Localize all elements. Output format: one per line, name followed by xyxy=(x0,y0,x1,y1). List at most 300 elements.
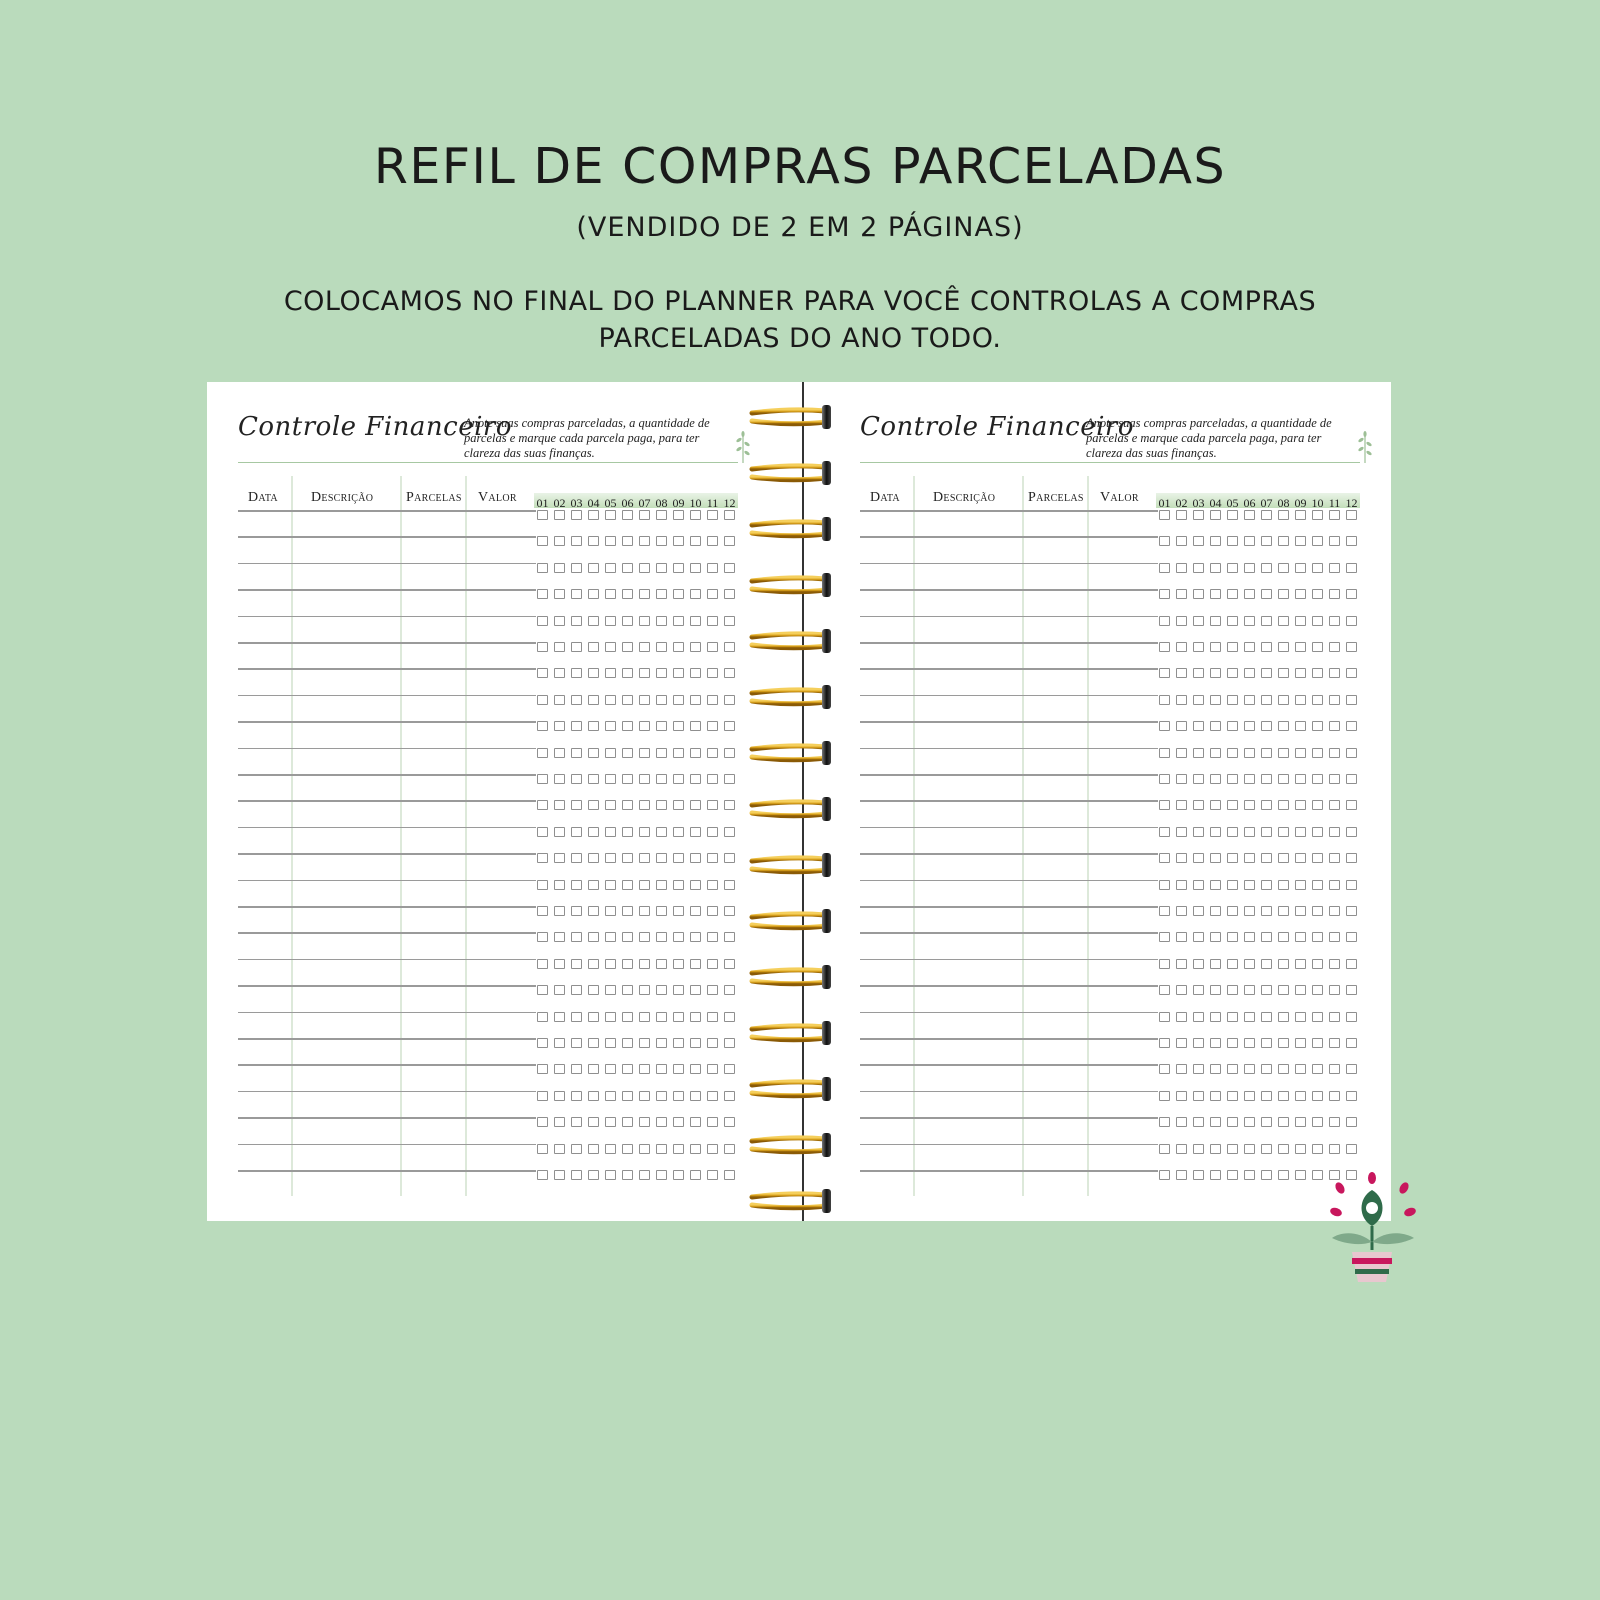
installment-checkbox[interactable] xyxy=(656,616,667,626)
installment-checkbox[interactable] xyxy=(690,1117,701,1127)
installment-checkbox[interactable] xyxy=(622,668,633,678)
installment-checkbox[interactable] xyxy=(673,563,684,573)
installment-checkbox[interactable] xyxy=(1295,1170,1306,1180)
installment-checkbox[interactable] xyxy=(554,1091,565,1101)
installment-checkbox[interactable] xyxy=(605,589,616,599)
installment-checkbox[interactable] xyxy=(1176,748,1187,758)
installment-checkbox[interactable] xyxy=(1295,827,1306,837)
installment-checkbox[interactable] xyxy=(554,1144,565,1154)
installment-checkbox[interactable] xyxy=(622,827,633,837)
installment-checkbox[interactable] xyxy=(1193,800,1204,810)
installment-checkbox[interactable] xyxy=(1159,1012,1170,1022)
installment-checkbox[interactable] xyxy=(724,1091,735,1101)
installment-checkbox[interactable] xyxy=(724,932,735,942)
installment-checkbox[interactable] xyxy=(588,510,599,520)
installment-checkbox[interactable] xyxy=(1329,1117,1340,1127)
installment-checkbox[interactable] xyxy=(1278,906,1289,916)
installment-checkbox[interactable] xyxy=(1295,853,1306,863)
installment-checkbox[interactable] xyxy=(588,959,599,969)
installment-checkbox[interactable] xyxy=(707,695,718,705)
installment-checkbox[interactable] xyxy=(1193,853,1204,863)
installment-checkbox[interactable] xyxy=(656,827,667,837)
installment-checkbox[interactable] xyxy=(588,853,599,863)
installment-checkbox[interactable] xyxy=(1244,1144,1255,1154)
installment-checkbox[interactable] xyxy=(707,880,718,890)
installment-checkbox[interactable] xyxy=(571,800,582,810)
installment-checkbox[interactable] xyxy=(1227,959,1238,969)
installment-checkbox[interactable] xyxy=(1227,853,1238,863)
installment-checkbox[interactable] xyxy=(1329,510,1340,520)
installment-checkbox[interactable] xyxy=(1159,932,1170,942)
installment-checkbox[interactable] xyxy=(537,642,548,652)
installment-checkbox[interactable] xyxy=(554,616,565,626)
installment-checkbox[interactable] xyxy=(1261,1038,1272,1048)
installment-checkbox[interactable] xyxy=(588,1012,599,1022)
installment-checkbox[interactable] xyxy=(1159,642,1170,652)
installment-checkbox[interactable] xyxy=(571,695,582,705)
installment-checkbox[interactable] xyxy=(724,1064,735,1074)
installment-checkbox[interactable] xyxy=(1278,959,1289,969)
installment-checkbox[interactable] xyxy=(1176,1091,1187,1101)
installment-checkbox[interactable] xyxy=(673,880,684,890)
installment-checkbox[interactable] xyxy=(673,1091,684,1101)
installment-checkbox[interactable] xyxy=(1159,589,1170,599)
installment-checkbox[interactable] xyxy=(554,959,565,969)
installment-checkbox[interactable] xyxy=(1346,959,1357,969)
installment-checkbox[interactable] xyxy=(1295,695,1306,705)
installment-checkbox[interactable] xyxy=(673,510,684,520)
installment-checkbox[interactable] xyxy=(707,748,718,758)
installment-checkbox[interactable] xyxy=(571,932,582,942)
installment-checkbox[interactable] xyxy=(673,959,684,969)
installment-checkbox[interactable] xyxy=(639,536,650,546)
installment-checkbox[interactable] xyxy=(1346,827,1357,837)
installment-checkbox[interactable] xyxy=(673,668,684,678)
installment-checkbox[interactable] xyxy=(554,1117,565,1127)
installment-checkbox[interactable] xyxy=(673,1117,684,1127)
installment-checkbox[interactable] xyxy=(656,1091,667,1101)
installment-checkbox[interactable] xyxy=(1193,932,1204,942)
installment-checkbox[interactable] xyxy=(1312,721,1323,731)
installment-checkbox[interactable] xyxy=(639,721,650,731)
installment-checkbox[interactable] xyxy=(1210,1117,1221,1127)
installment-checkbox[interactable] xyxy=(656,959,667,969)
installment-checkbox[interactable] xyxy=(537,959,548,969)
installment-checkbox[interactable] xyxy=(1346,642,1357,652)
installment-checkbox[interactable] xyxy=(673,932,684,942)
installment-checkbox[interactable] xyxy=(1176,1038,1187,1048)
installment-checkbox[interactable] xyxy=(1278,853,1289,863)
installment-checkbox[interactable] xyxy=(1261,1091,1272,1101)
installment-checkbox[interactable] xyxy=(605,827,616,837)
installment-checkbox[interactable] xyxy=(1159,563,1170,573)
installment-checkbox[interactable] xyxy=(673,985,684,995)
installment-checkbox[interactable] xyxy=(1261,1012,1272,1022)
installment-checkbox[interactable] xyxy=(537,880,548,890)
installment-checkbox[interactable] xyxy=(588,589,599,599)
installment-checkbox[interactable] xyxy=(605,1064,616,1074)
installment-checkbox[interactable] xyxy=(1159,721,1170,731)
installment-checkbox[interactable] xyxy=(656,800,667,810)
installment-checkbox[interactable] xyxy=(1312,1064,1323,1074)
installment-checkbox[interactable] xyxy=(1176,536,1187,546)
installment-checkbox[interactable] xyxy=(554,536,565,546)
installment-checkbox[interactable] xyxy=(1227,1091,1238,1101)
installment-checkbox[interactable] xyxy=(1176,695,1187,705)
installment-checkbox[interactable] xyxy=(1278,1091,1289,1101)
installment-checkbox[interactable] xyxy=(1227,880,1238,890)
installment-checkbox[interactable] xyxy=(537,510,548,520)
installment-checkbox[interactable] xyxy=(537,668,548,678)
installment-checkbox[interactable] xyxy=(1261,774,1272,784)
installment-checkbox[interactable] xyxy=(1244,932,1255,942)
installment-checkbox[interactable] xyxy=(537,616,548,626)
installment-checkbox[interactable] xyxy=(537,932,548,942)
installment-checkbox[interactable] xyxy=(588,1064,599,1074)
installment-checkbox[interactable] xyxy=(1329,668,1340,678)
installment-checkbox[interactable] xyxy=(673,721,684,731)
installment-checkbox[interactable] xyxy=(605,695,616,705)
installment-checkbox[interactable] xyxy=(1261,721,1272,731)
installment-checkbox[interactable] xyxy=(1159,853,1170,863)
installment-checkbox[interactable] xyxy=(1329,563,1340,573)
installment-checkbox[interactable] xyxy=(1227,827,1238,837)
installment-checkbox[interactable] xyxy=(1346,1091,1357,1101)
installment-checkbox[interactable] xyxy=(1193,827,1204,837)
installment-checkbox[interactable] xyxy=(1227,906,1238,916)
installment-checkbox[interactable] xyxy=(724,827,735,837)
installment-checkbox[interactable] xyxy=(588,1117,599,1127)
installment-checkbox[interactable] xyxy=(605,1144,616,1154)
installment-checkbox[interactable] xyxy=(1159,1170,1170,1180)
installment-checkbox[interactable] xyxy=(1329,1038,1340,1048)
installment-checkbox[interactable] xyxy=(537,853,548,863)
installment-checkbox[interactable] xyxy=(1329,1064,1340,1074)
installment-checkbox[interactable] xyxy=(588,827,599,837)
installment-checkbox[interactable] xyxy=(1227,985,1238,995)
installment-checkbox[interactable] xyxy=(1312,748,1323,758)
installment-checkbox[interactable] xyxy=(1346,932,1357,942)
installment-checkbox[interactable] xyxy=(1329,985,1340,995)
installment-checkbox[interactable] xyxy=(554,748,565,758)
installment-checkbox[interactable] xyxy=(1193,695,1204,705)
installment-checkbox[interactable] xyxy=(1210,695,1221,705)
installment-checkbox[interactable] xyxy=(1312,1117,1323,1127)
installment-checkbox[interactable] xyxy=(1261,695,1272,705)
installment-checkbox[interactable] xyxy=(554,589,565,599)
installment-checkbox[interactable] xyxy=(1312,536,1323,546)
installment-checkbox[interactable] xyxy=(1176,1170,1187,1180)
installment-checkbox[interactable] xyxy=(656,695,667,705)
installment-checkbox[interactable] xyxy=(554,668,565,678)
installment-checkbox[interactable] xyxy=(554,853,565,863)
installment-checkbox[interactable] xyxy=(622,510,633,520)
installment-checkbox[interactable] xyxy=(1244,906,1255,916)
installment-checkbox[interactable] xyxy=(1312,642,1323,652)
installment-checkbox[interactable] xyxy=(588,880,599,890)
installment-checkbox[interactable] xyxy=(690,1012,701,1022)
installment-checkbox[interactable] xyxy=(1176,1117,1187,1127)
installment-checkbox[interactable] xyxy=(1346,774,1357,784)
installment-checkbox[interactable] xyxy=(673,827,684,837)
installment-checkbox[interactable] xyxy=(588,1170,599,1180)
installment-checkbox[interactable] xyxy=(1176,985,1187,995)
installment-checkbox[interactable] xyxy=(1261,1170,1272,1180)
installment-checkbox[interactable] xyxy=(1176,959,1187,969)
installment-checkbox[interactable] xyxy=(656,1064,667,1074)
installment-checkbox[interactable] xyxy=(1159,1038,1170,1048)
installment-checkbox[interactable] xyxy=(1278,721,1289,731)
installment-checkbox[interactable] xyxy=(605,1012,616,1022)
installment-checkbox[interactable] xyxy=(622,748,633,758)
installment-checkbox[interactable] xyxy=(1312,1091,1323,1101)
installment-checkbox[interactable] xyxy=(1227,536,1238,546)
installment-checkbox[interactable] xyxy=(605,536,616,546)
installment-checkbox[interactable] xyxy=(1244,695,1255,705)
installment-checkbox[interactable] xyxy=(1244,853,1255,863)
installment-checkbox[interactable] xyxy=(1346,1012,1357,1022)
installment-checkbox[interactable] xyxy=(724,563,735,573)
installment-checkbox[interactable] xyxy=(537,985,548,995)
installment-checkbox[interactable] xyxy=(1295,1038,1306,1048)
installment-checkbox[interactable] xyxy=(639,563,650,573)
installment-checkbox[interactable] xyxy=(1261,1064,1272,1074)
installment-checkbox[interactable] xyxy=(1346,985,1357,995)
installment-checkbox[interactable] xyxy=(1210,932,1221,942)
installment-checkbox[interactable] xyxy=(1346,906,1357,916)
installment-checkbox[interactable] xyxy=(656,589,667,599)
installment-checkbox[interactable] xyxy=(656,774,667,784)
installment-checkbox[interactable] xyxy=(1329,906,1340,916)
installment-checkbox[interactable] xyxy=(690,1091,701,1101)
installment-checkbox[interactable] xyxy=(1193,563,1204,573)
installment-checkbox[interactable] xyxy=(1295,932,1306,942)
installment-checkbox[interactable] xyxy=(1278,510,1289,520)
installment-checkbox[interactable] xyxy=(1295,616,1306,626)
installment-checkbox[interactable] xyxy=(1261,985,1272,995)
installment-checkbox[interactable] xyxy=(554,1064,565,1074)
installment-checkbox[interactable] xyxy=(690,1144,701,1154)
installment-checkbox[interactable] xyxy=(1295,906,1306,916)
installment-checkbox[interactable] xyxy=(588,668,599,678)
installment-checkbox[interactable] xyxy=(622,563,633,573)
installment-checkbox[interactable] xyxy=(1193,906,1204,916)
installment-checkbox[interactable] xyxy=(588,932,599,942)
installment-checkbox[interactable] xyxy=(1176,800,1187,810)
installment-checkbox[interactable] xyxy=(1159,1117,1170,1127)
installment-checkbox[interactable] xyxy=(1295,536,1306,546)
installment-checkbox[interactable] xyxy=(1278,748,1289,758)
installment-checkbox[interactable] xyxy=(622,853,633,863)
installment-checkbox[interactable] xyxy=(605,932,616,942)
installment-checkbox[interactable] xyxy=(1227,1064,1238,1074)
installment-checkbox[interactable] xyxy=(1210,721,1221,731)
installment-checkbox[interactable] xyxy=(1193,748,1204,758)
installment-checkbox[interactable] xyxy=(1278,1064,1289,1074)
installment-checkbox[interactable] xyxy=(690,721,701,731)
installment-checkbox[interactable] xyxy=(571,616,582,626)
installment-checkbox[interactable] xyxy=(724,906,735,916)
installment-checkbox[interactable] xyxy=(1295,510,1306,520)
installment-checkbox[interactable] xyxy=(656,985,667,995)
installment-checkbox[interactable] xyxy=(622,589,633,599)
installment-checkbox[interactable] xyxy=(622,721,633,731)
installment-checkbox[interactable] xyxy=(605,642,616,652)
installment-checkbox[interactable] xyxy=(1210,1038,1221,1048)
installment-checkbox[interactable] xyxy=(1312,827,1323,837)
installment-checkbox[interactable] xyxy=(724,800,735,810)
installment-checkbox[interactable] xyxy=(639,932,650,942)
installment-checkbox[interactable] xyxy=(1159,880,1170,890)
installment-checkbox[interactable] xyxy=(571,510,582,520)
installment-checkbox[interactable] xyxy=(1261,959,1272,969)
installment-checkbox[interactable] xyxy=(1329,1144,1340,1154)
installment-checkbox[interactable] xyxy=(1176,827,1187,837)
installment-checkbox[interactable] xyxy=(1244,1117,1255,1127)
installment-checkbox[interactable] xyxy=(1227,774,1238,784)
installment-checkbox[interactable] xyxy=(537,748,548,758)
installment-checkbox[interactable] xyxy=(1227,668,1238,678)
installment-checkbox[interactable] xyxy=(1193,1117,1204,1127)
installment-checkbox[interactable] xyxy=(1278,880,1289,890)
installment-checkbox[interactable] xyxy=(1312,880,1323,890)
installment-checkbox[interactable] xyxy=(554,827,565,837)
installment-checkbox[interactable] xyxy=(1227,589,1238,599)
installment-checkbox[interactable] xyxy=(1261,642,1272,652)
installment-checkbox[interactable] xyxy=(1176,616,1187,626)
installment-checkbox[interactable] xyxy=(1244,1064,1255,1074)
installment-checkbox[interactable] xyxy=(1176,932,1187,942)
installment-checkbox[interactable] xyxy=(724,1012,735,1022)
installment-checkbox[interactable] xyxy=(690,748,701,758)
installment-checkbox[interactable] xyxy=(656,853,667,863)
installment-checkbox[interactable] xyxy=(1312,932,1323,942)
installment-checkbox[interactable] xyxy=(1278,642,1289,652)
installment-checkbox[interactable] xyxy=(537,1091,548,1101)
installment-checkbox[interactable] xyxy=(1244,510,1255,520)
installment-checkbox[interactable] xyxy=(622,800,633,810)
installment-checkbox[interactable] xyxy=(1329,642,1340,652)
installment-checkbox[interactable] xyxy=(1193,589,1204,599)
installment-checkbox[interactable] xyxy=(1278,1117,1289,1127)
installment-checkbox[interactable] xyxy=(1295,985,1306,995)
installment-checkbox[interactable] xyxy=(588,642,599,652)
installment-checkbox[interactable] xyxy=(724,985,735,995)
installment-checkbox[interactable] xyxy=(690,616,701,626)
installment-checkbox[interactable] xyxy=(622,959,633,969)
installment-checkbox[interactable] xyxy=(554,1038,565,1048)
installment-checkbox[interactable] xyxy=(1346,880,1357,890)
installment-checkbox[interactable] xyxy=(639,1117,650,1127)
installment-checkbox[interactable] xyxy=(724,1170,735,1180)
installment-checkbox[interactable] xyxy=(1176,668,1187,678)
installment-checkbox[interactable] xyxy=(1312,985,1323,995)
installment-checkbox[interactable] xyxy=(707,1064,718,1074)
installment-checkbox[interactable] xyxy=(724,536,735,546)
installment-checkbox[interactable] xyxy=(1159,536,1170,546)
installment-checkbox[interactable] xyxy=(1295,1117,1306,1127)
installment-checkbox[interactable] xyxy=(1295,563,1306,573)
installment-checkbox[interactable] xyxy=(1312,1038,1323,1048)
installment-checkbox[interactable] xyxy=(537,695,548,705)
installment-checkbox[interactable] xyxy=(639,906,650,916)
installment-checkbox[interactable] xyxy=(605,1170,616,1180)
installment-checkbox[interactable] xyxy=(1278,695,1289,705)
installment-checkbox[interactable] xyxy=(588,906,599,916)
installment-checkbox[interactable] xyxy=(554,1012,565,1022)
installment-checkbox[interactable] xyxy=(1227,695,1238,705)
installment-checkbox[interactable] xyxy=(1278,985,1289,995)
installment-checkbox[interactable] xyxy=(1261,906,1272,916)
installment-checkbox[interactable] xyxy=(1329,616,1340,626)
installment-checkbox[interactable] xyxy=(622,1144,633,1154)
installment-checkbox[interactable] xyxy=(1176,906,1187,916)
installment-checkbox[interactable] xyxy=(554,906,565,916)
installment-checkbox[interactable] xyxy=(1346,1064,1357,1074)
installment-checkbox[interactable] xyxy=(1159,906,1170,916)
installment-checkbox[interactable] xyxy=(1278,1038,1289,1048)
installment-checkbox[interactable] xyxy=(1312,800,1323,810)
installment-checkbox[interactable] xyxy=(1244,668,1255,678)
installment-checkbox[interactable] xyxy=(1329,748,1340,758)
installment-checkbox[interactable] xyxy=(605,1091,616,1101)
installment-checkbox[interactable] xyxy=(1210,563,1221,573)
installment-checkbox[interactable] xyxy=(1176,1064,1187,1074)
installment-checkbox[interactable] xyxy=(1210,589,1221,599)
installment-checkbox[interactable] xyxy=(656,1117,667,1127)
installment-checkbox[interactable] xyxy=(1346,536,1357,546)
installment-checkbox[interactable] xyxy=(707,906,718,916)
installment-checkbox[interactable] xyxy=(690,1038,701,1048)
installment-checkbox[interactable] xyxy=(605,748,616,758)
installment-checkbox[interactable] xyxy=(1278,1170,1289,1180)
installment-checkbox[interactable] xyxy=(1159,1064,1170,1074)
installment-checkbox[interactable] xyxy=(571,1038,582,1048)
installment-checkbox[interactable] xyxy=(1193,721,1204,731)
installment-checkbox[interactable] xyxy=(622,906,633,916)
installment-checkbox[interactable] xyxy=(639,668,650,678)
installment-checkbox[interactable] xyxy=(724,695,735,705)
installment-checkbox[interactable] xyxy=(639,985,650,995)
installment-checkbox[interactable] xyxy=(1227,748,1238,758)
installment-checkbox[interactable] xyxy=(605,959,616,969)
installment-checkbox[interactable] xyxy=(707,959,718,969)
installment-checkbox[interactable] xyxy=(1227,563,1238,573)
installment-checkbox[interactable] xyxy=(537,1170,548,1180)
installment-checkbox[interactable] xyxy=(588,536,599,546)
installment-checkbox[interactable] xyxy=(1227,721,1238,731)
installment-checkbox[interactable] xyxy=(690,906,701,916)
installment-checkbox[interactable] xyxy=(571,563,582,573)
installment-checkbox[interactable] xyxy=(673,642,684,652)
installment-checkbox[interactable] xyxy=(1329,1091,1340,1101)
installment-checkbox[interactable] xyxy=(605,510,616,520)
installment-checkbox[interactable] xyxy=(554,774,565,784)
installment-checkbox[interactable] xyxy=(656,510,667,520)
installment-checkbox[interactable] xyxy=(639,616,650,626)
installment-checkbox[interactable] xyxy=(554,642,565,652)
installment-checkbox[interactable] xyxy=(1159,774,1170,784)
installment-checkbox[interactable] xyxy=(1210,1091,1221,1101)
installment-checkbox[interactable] xyxy=(690,1064,701,1074)
installment-checkbox[interactable] xyxy=(1295,774,1306,784)
installment-checkbox[interactable] xyxy=(1210,748,1221,758)
installment-checkbox[interactable] xyxy=(1244,563,1255,573)
installment-checkbox[interactable] xyxy=(571,880,582,890)
installment-checkbox[interactable] xyxy=(724,774,735,784)
installment-checkbox[interactable] xyxy=(724,880,735,890)
installment-checkbox[interactable] xyxy=(571,536,582,546)
